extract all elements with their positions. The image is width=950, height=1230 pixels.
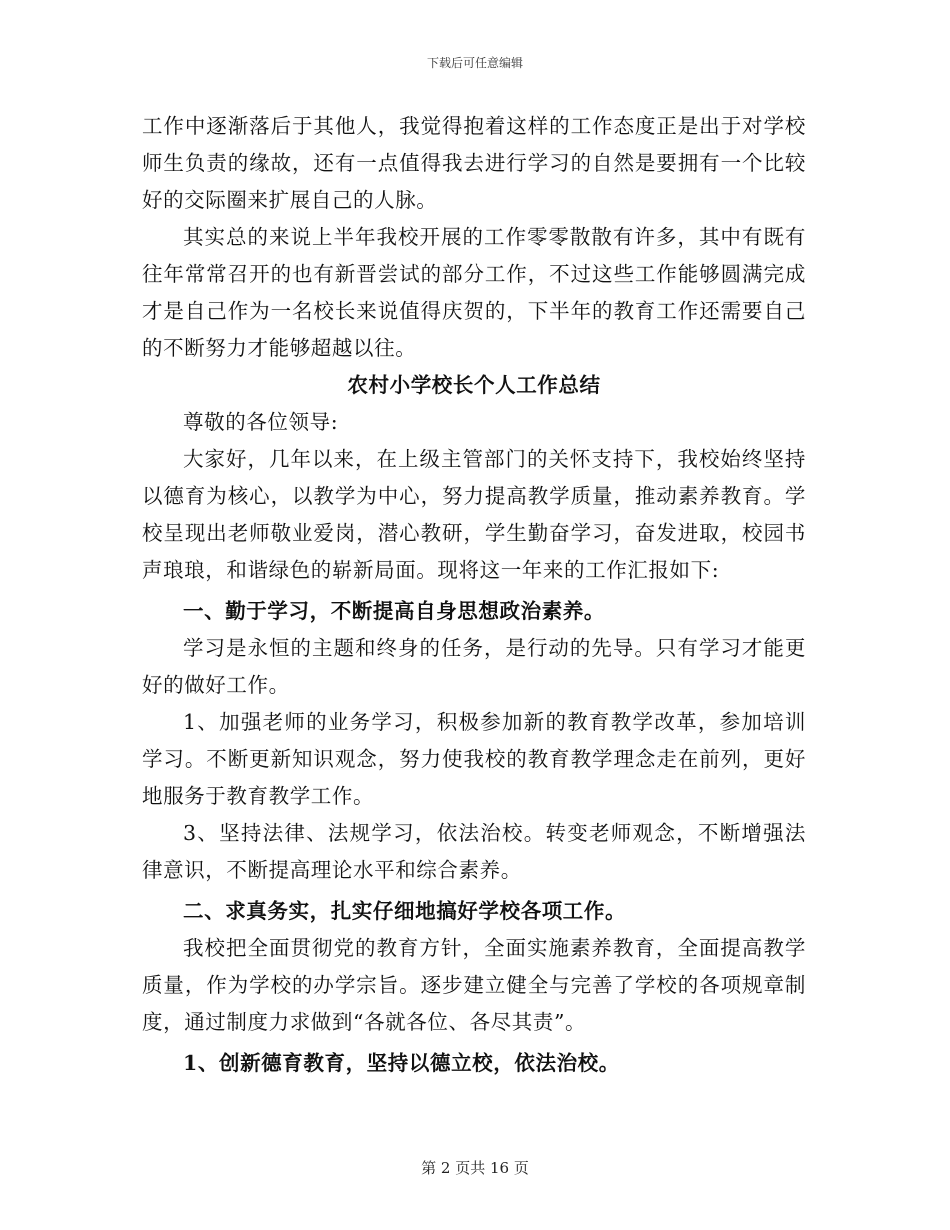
salutation: 尊敬的各位领导: bbox=[183, 410, 339, 434]
list-item-1: 1、加强老师的业务学习，积极参加新的教育教学改革，参加培训学习。不断更新知识观念，努力使我校的教育教学理念走在前列，更好地服务于教育教学工作。 bbox=[142, 710, 806, 808]
paragraph-continuation: 工作中逐渐落后于其他人，我觉得抱着这样的工作态度正是出于对学校师生负责的缘故，还有一点值得我去进行学习的自然是要拥有一个比较好的交际圈来扩展自己的人脉。 bbox=[142, 114, 806, 212]
paragraph-policy: 我校把全面贯彻党的教育方针，全面实施素养教育，全面提高教学质量，作为学校的办学宗旨。逐步建立健全与完善了学校的各项规章制度，通过制度力求做到“各就各位、各尽其责”。 bbox=[142, 936, 806, 1034]
document-body bbox=[142, 108, 806, 1082]
paragraph-summary: 其实总的来说上半年我校开展的工作零零散散有许多，其中有既有往年常常召开的也有新晋尝试的部分工作，不过这些工作能够圆满完成才是自己作为一名校长来说值得庆贺的，下半年的教育工作还需要自己的不断努力才能够超越以往。 bbox=[142, 225, 806, 360]
subheading-1: 1、创新德育教育，坚持以德立校，依法治校。 bbox=[183, 1051, 620, 1075]
page-footer: 第 2 页共 16 页 bbox=[421, 1159, 529, 1177]
heading-2: 二、求真务实，扎实仔细地搞好学校各项工作。 bbox=[183, 899, 627, 923]
heading-1: 一、勤于学习，不断提高自身思想政治素养。 bbox=[183, 599, 605, 623]
list-item-3: 3、坚持法律、法规学习，依法治校。转变老师观念，不断增强法律意识，不断提高理论水平和综合素养。 bbox=[142, 821, 806, 882]
paragraph-intro: 大家好，几年以来，在上级主管部门的关怀支持下，我校始终坚持以德育为核心，以教学为中心，努力提高教学质量，推动素养教育。学校呈现出老师敬业爱岗，潜心教研，学生勤奋学习，奋发进取，校园书声琅琅，和谐绿色的崭新局面。现将这一年来的工作汇报如下: bbox=[142, 447, 806, 582]
paragraph-study: 学习是永恒的主题和终身的任务，是行动的先导。只有学习才能更好的做好工作。 bbox=[142, 636, 806, 697]
section-title: 农村小学校长个人工作总结 bbox=[347, 373, 601, 397]
page-header: 下载后可任意编辑 bbox=[426, 56, 523, 70]
